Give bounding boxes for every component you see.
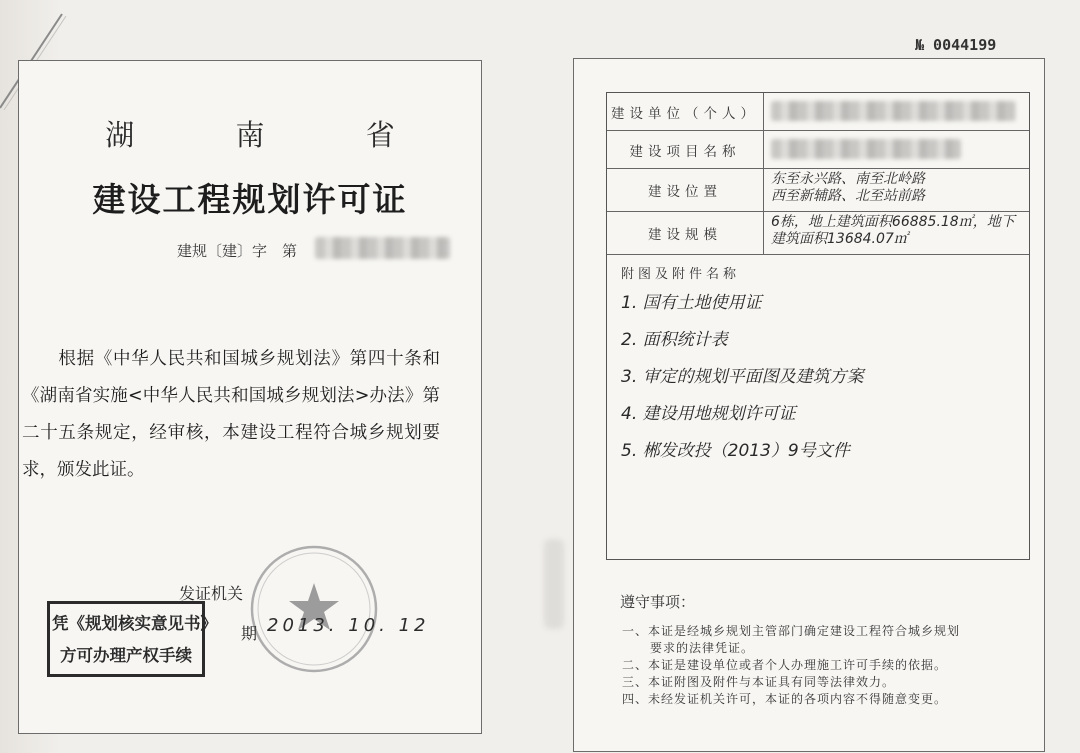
list-item: 5. 郴发改投（2013）9号文件 [621,441,850,461]
list-item: 3. 审定的规划平面图及建筑方案 [621,367,864,387]
table-row [607,169,1029,212]
list-item: 1. 国有土地使用证 [621,293,762,313]
row-value: 6栋，地上建筑面积66885.18㎡，地下建筑面积13684.07㎡ [771,214,1015,247]
attachments-label: 附图及附件名称 [621,267,741,282]
property-rights-stamp [47,601,217,677]
table-row [607,212,1029,255]
scan-smudge [544,539,564,629]
permit-title: 建设工程规划许可证 [92,180,408,219]
attachments-list [621,285,1021,470]
row-value [771,95,1021,126]
note-item: 三、本证附图及附件与本证具有同等法律效力。 [622,675,896,689]
redacted-applicant [771,101,1016,121]
permit-cover-page [18,60,482,734]
issuing-authority-label: 发证机关 [179,584,244,603]
table-row [607,93,1029,131]
row-label: 建设规模 [607,212,764,254]
project-info-table [606,92,1030,560]
note-item: 一、本证是经城乡规划主管部门确定建设工程符合城乡规划 [622,624,961,638]
province-heading: 湖 南 省 [105,118,441,152]
notes-title: 遵守事项： [620,593,696,611]
redacted-project-name [771,139,961,159]
redacted-certificate-number [315,237,450,259]
date-label: 期 [241,624,258,643]
row-label: 建设项目名称 [607,131,764,168]
certificate-number-label: 建规〔建〕字 第 [177,242,298,260]
notes-list [622,623,1032,708]
permit-detail-page [573,58,1045,752]
list-item: 2. 面积统计表 [621,330,728,350]
list-item: 4. 建设用地规划许可证 [621,404,796,424]
stamp-line-2: 方可办理产权手续 [60,646,192,665]
row-label: 建设位置 [607,169,764,211]
row-value: 东至永兴路、南至北岭路 西至新辅路、北至站前路 [771,171,925,204]
row-label: 建设单位（个人） [607,93,764,130]
note-item: 二、本证是建设单位或者个人办理施工许可手续的依据。 [622,658,948,672]
table-row [607,131,1029,169]
permit-body-text: 根据《中华人民共和国城乡规划法》第四十条和《湖南省实施<中华人民共和国城乡规划法>办法》第二十五条规定，经审核，本建设工程符合城乡规划要求，颁发此证。 [22,349,440,480]
row-value [771,133,1021,164]
note-item: 要求的法律凭证。 [650,641,755,655]
official-seal [244,539,384,679]
note-item: 四、未经发证机关许可，本证的各项内容不得随意变更。 [622,692,948,706]
stamp-line-1: 凭《规划核实意见书》 [52,614,217,633]
serial-number: № 0044199 [915,36,997,54]
issue-date: 2013. 10. 12 [267,615,430,636]
